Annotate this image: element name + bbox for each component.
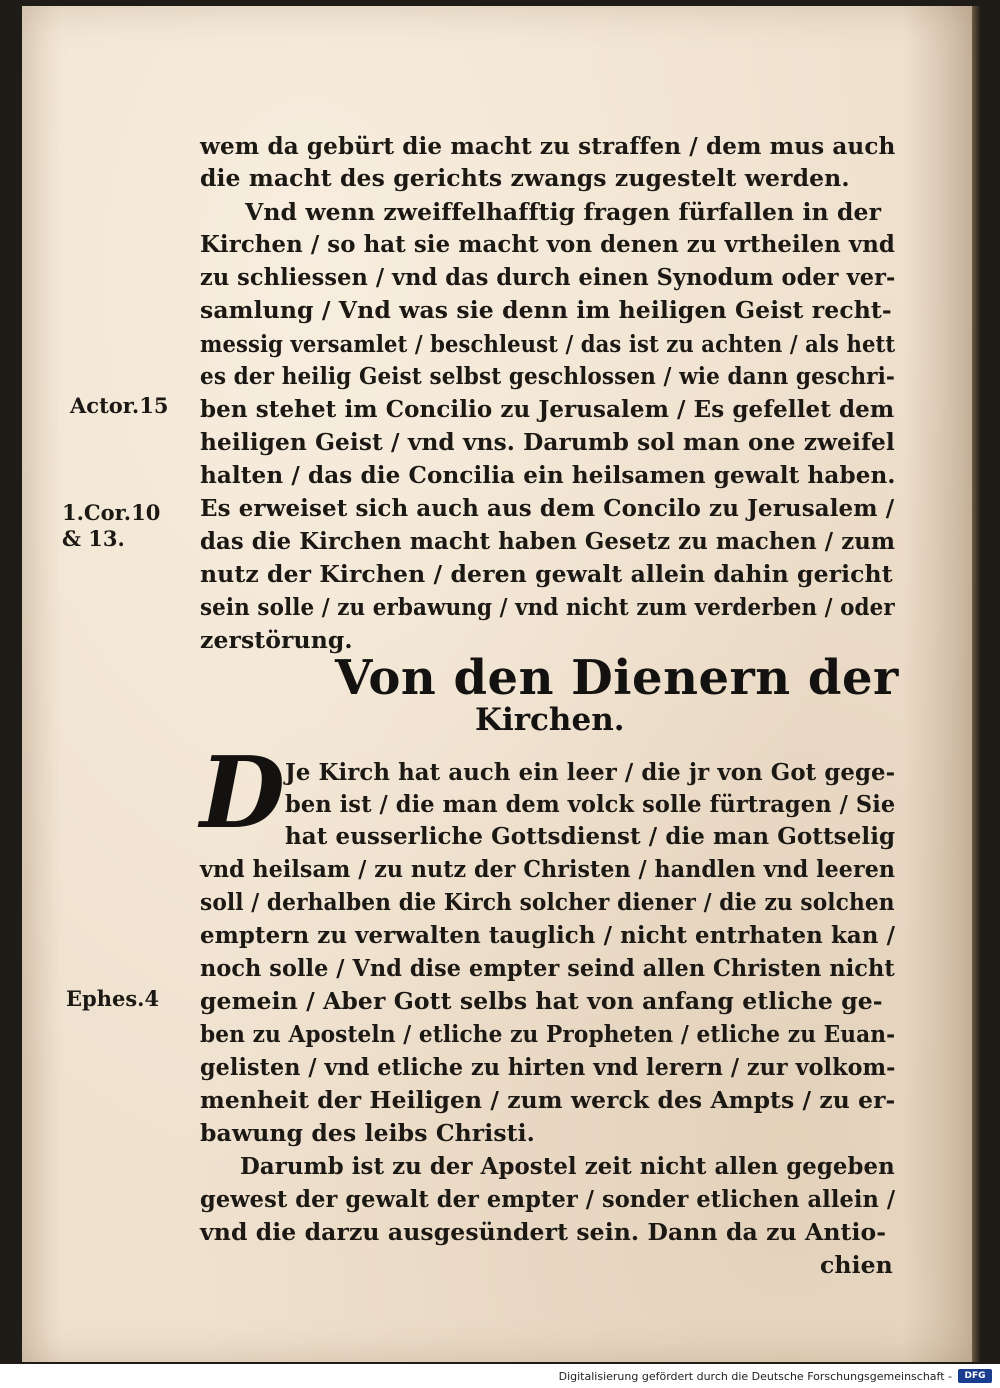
section-line: emptern zu verwalten tauglich / nicht entrhaten kan / <box>200 921 896 949</box>
body-line: Vnd wenn zweiffelhafftig fragen fürfallen in der <box>245 198 882 226</box>
margin-note-cor-13: & 13. <box>62 526 125 551</box>
catchword: chien <box>820 1251 893 1279</box>
dfg-logo: DFG <box>958 1369 992 1383</box>
section-subheading: Kirchen. <box>475 702 625 738</box>
section-line: gewest der gewalt der empter / sonder etlichen allein / <box>200 1185 896 1213</box>
section-line: Darumb ist zu der Apostel zeit nicht allen gegeben <box>240 1152 895 1180</box>
margin-note-ephes: Ephes.4 <box>66 986 160 1011</box>
body-line: zu schliessen / vnd das durch einen Synodum oder ver- <box>200 263 896 291</box>
body-line: samlung / Vnd was sie denn im heiligen Geist recht- <box>200 296 892 324</box>
body-line: die macht des gerichts zwangs zugestelt werden. <box>200 164 850 192</box>
footer-bar <box>0 1364 1000 1388</box>
margin-note-cor: 1.Cor.10 <box>62 500 161 525</box>
margin-note-actor: Actor.15 <box>70 393 169 418</box>
section-line: menheit der Heiligen / zum werck des Ampts / zu er- <box>200 1086 896 1114</box>
body-line: Kirchen / so hat sie macht von denen zu vrtheilen vnd <box>200 230 895 258</box>
section-line: gemein / Aber Gott selbs hat von anfang etliche ge- <box>200 987 883 1015</box>
body-line: Es erweiset sich auch aus dem Concilo zu Jerusalem / <box>200 494 895 522</box>
body-line: messig versamlet / beschleust / das ist zu achten / als hett <box>200 330 896 358</box>
section-line: vnd die darzu ausgesündert sein. Dann da zu Antio- <box>200 1218 887 1246</box>
body-line: es der heilig Geist selbst geschlossen / wie dann geschri- <box>200 362 895 390</box>
section-line: hat eusserliche Gottsdienst / die man Gottselig <box>285 822 896 850</box>
section-line: bawung des leibs Christi. <box>200 1119 535 1147</box>
body-line: wem da gebürt die macht zu straffen / dem mus auch <box>200 132 896 160</box>
body-line: ben stehet im Concilio zu Jerusalem / Es gefellet dem <box>200 395 895 423</box>
page-binding-edge <box>972 6 980 1362</box>
section-line: vnd heilsam / zu nutz der Christen / handlen vnd leeren <box>200 855 896 883</box>
body-line: sein solle / zu erbawung / vnd nicht zum verderben / oder <box>200 593 895 621</box>
section-heading: Von den Dienern der <box>335 650 899 706</box>
section-line: noch solle / Vnd dise empter seind allen Christen nicht <box>200 954 895 982</box>
body-line: nutz der Kirchen / deren gewalt allein dahin gericht <box>200 560 893 588</box>
body-line: halten / das die Concilia ein heilsamen gewalt haben. <box>200 461 896 489</box>
section-line: ben zu Aposteln / etliche zu Propheten / etliche zu Euan- <box>200 1020 896 1048</box>
body-line: heiligen Geist / vnd vns. Darumb sol man one zweifel <box>200 428 895 456</box>
body-line: das die Kirchen macht haben Gesetz zu machen / zum <box>200 527 896 555</box>
body-line: zerstörung. <box>200 626 353 654</box>
section-line: gelisten / vnd etliche zu hirten vnd lerern / zur volkom- <box>200 1053 896 1081</box>
drop-initial: D <box>200 736 285 851</box>
section-line: soll / derhalben die Kirch solcher diener / die zu solchen <box>200 888 895 916</box>
funding-notice: Digitalisierung gefördert durch die Deutsche Forschungsgemeinschaft - <box>558 1370 952 1383</box>
section-line: Je Kirch hat auch ein leer / die jr von Got gege- <box>285 758 896 786</box>
section-line: ben ist / die man dem volck solle fürtragen / Sie <box>285 790 896 818</box>
